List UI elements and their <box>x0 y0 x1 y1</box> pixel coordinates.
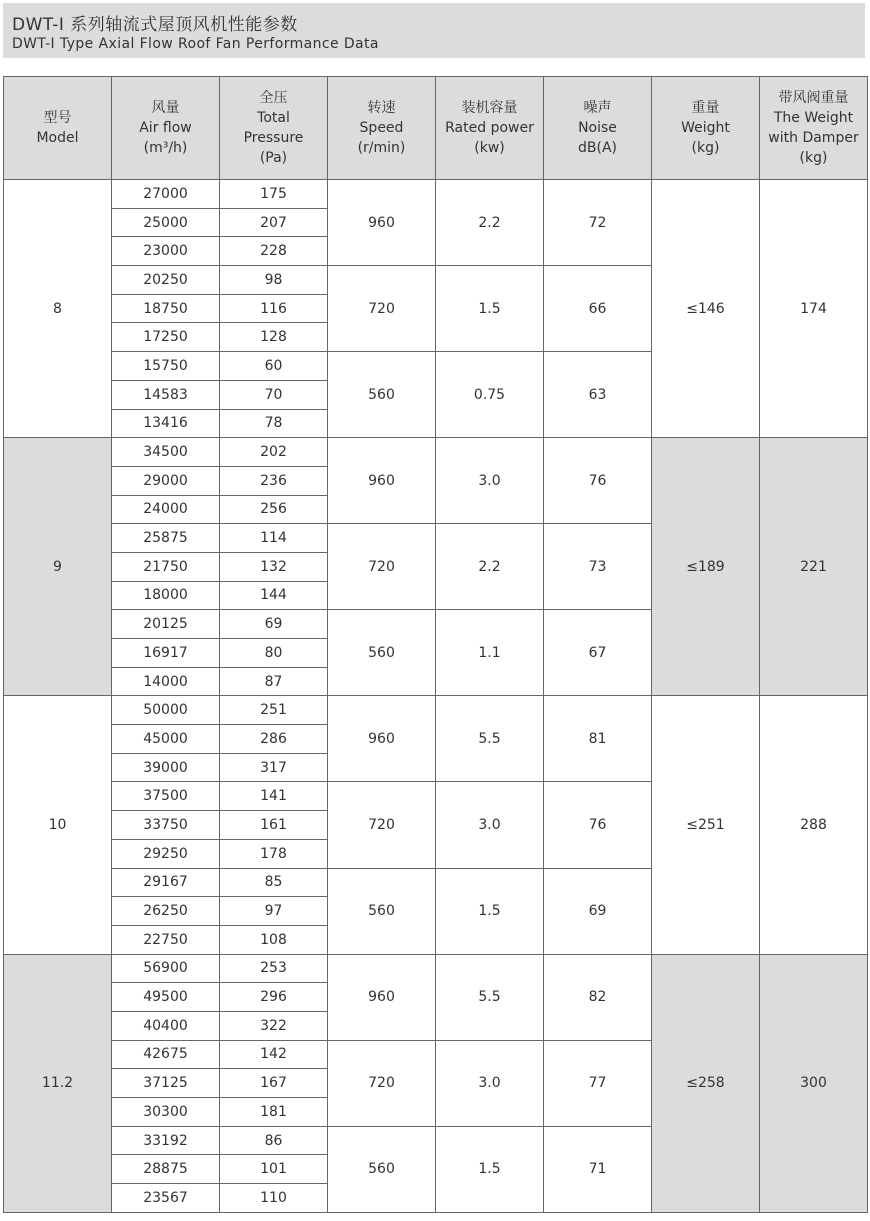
speed-cell: 560 <box>328 1126 436 1212</box>
airflow-cell: 20250 <box>112 266 220 295</box>
damper-weight-cell: 300 <box>760 954 868 1212</box>
pressure-cell: 202 <box>220 438 328 467</box>
pressure-cell: 296 <box>220 983 328 1012</box>
pressure-cell: 253 <box>220 954 328 983</box>
power-cell: 5.5 <box>436 696 544 782</box>
weight-cell: ≤189 <box>652 438 760 696</box>
airflow-cell: 21750 <box>112 552 220 581</box>
airflow-cell: 49500 <box>112 983 220 1012</box>
pressure-cell: 101 <box>220 1155 328 1184</box>
damper-weight-cell: 174 <box>760 180 868 438</box>
airflow-cell: 20125 <box>112 610 220 639</box>
pressure-cell: 97 <box>220 897 328 926</box>
speed-cell: 720 <box>328 782 436 868</box>
weight-cell: ≤251 <box>652 696 760 954</box>
speed-cell: 560 <box>328 352 436 438</box>
table-row <box>4 696 868 725</box>
power-cell: 5.5 <box>436 954 544 1040</box>
airflow-cell: 14000 <box>112 667 220 696</box>
model-group <box>4 696 868 954</box>
model-cell: 11.2 <box>4 954 112 1212</box>
power-cell: 1.5 <box>436 266 544 352</box>
pressure-cell: 141 <box>220 782 328 811</box>
airflow-cell: 23000 <box>112 237 220 266</box>
model-cell: 9 <box>4 438 112 696</box>
table-row <box>4 180 868 209</box>
airflow-cell: 28875 <box>112 1155 220 1184</box>
airflow-cell: 29000 <box>112 466 220 495</box>
pressure-cell: 80 <box>220 639 328 668</box>
airflow-cell: 29167 <box>112 868 220 897</box>
airflow-cell: 14583 <box>112 380 220 409</box>
noise-cell: 77 <box>544 1040 652 1126</box>
pressure-cell: 286 <box>220 725 328 754</box>
pressure-cell: 86 <box>220 1126 328 1155</box>
airflow-cell: 30300 <box>112 1098 220 1127</box>
airflow-cell: 25875 <box>112 524 220 553</box>
airflow-cell: 24000 <box>112 495 220 524</box>
power-cell: 3.0 <box>436 782 544 868</box>
header-noise: 噪声 Noise dB(A) <box>544 77 652 180</box>
power-cell: 1.1 <box>436 610 544 696</box>
airflow-cell: 26250 <box>112 897 220 926</box>
model-group <box>4 954 868 1212</box>
airflow-cell: 56900 <box>112 954 220 983</box>
pressure-cell: 69 <box>220 610 328 639</box>
noise-cell: 71 <box>544 1126 652 1212</box>
noise-cell: 76 <box>544 438 652 524</box>
speed-cell: 960 <box>328 180 436 266</box>
pressure-cell: 167 <box>220 1069 328 1098</box>
model-group <box>4 438 868 696</box>
airflow-cell: 39000 <box>112 753 220 782</box>
speed-cell: 720 <box>328 1040 436 1126</box>
speed-cell: 720 <box>328 524 436 610</box>
pressure-cell: 128 <box>220 323 328 352</box>
pressure-cell: 110 <box>220 1184 328 1213</box>
damper-weight-cell: 288 <box>760 696 868 954</box>
speed-cell: 560 <box>328 610 436 696</box>
damper-weight-cell: 221 <box>760 438 868 696</box>
noise-cell: 66 <box>544 266 652 352</box>
pressure-cell: 87 <box>220 667 328 696</box>
pressure-cell: 142 <box>220 1040 328 1069</box>
header-weight: 重量 Weight (kg) <box>652 77 760 180</box>
airflow-cell: 25000 <box>112 208 220 237</box>
pressure-cell: 317 <box>220 753 328 782</box>
airflow-cell: 33192 <box>112 1126 220 1155</box>
power-cell: 1.5 <box>436 1126 544 1212</box>
power-cell: 2.2 <box>436 180 544 266</box>
pressure-cell: 161 <box>220 811 328 840</box>
power-cell: 1.5 <box>436 868 544 954</box>
pressure-cell: 228 <box>220 237 328 266</box>
speed-cell: 960 <box>328 954 436 1040</box>
pressure-cell: 236 <box>220 466 328 495</box>
power-cell: 3.0 <box>436 1040 544 1126</box>
speed-cell: 960 <box>328 696 436 782</box>
airflow-cell: 17250 <box>112 323 220 352</box>
header-rated-power: 装机容量 Rated power (kw) <box>436 77 544 180</box>
pressure-cell: 207 <box>220 208 328 237</box>
table-row <box>4 438 868 467</box>
airflow-cell: 42675 <box>112 1040 220 1069</box>
header-weight-with-damper: 带风阀重量 The Weight with Damper (kg) <box>760 77 868 180</box>
airflow-cell: 27000 <box>112 180 220 209</box>
header-model: 型号 Model <box>4 77 112 180</box>
pressure-cell: 78 <box>220 409 328 438</box>
noise-cell: 67 <box>544 610 652 696</box>
airflow-cell: 15750 <box>112 352 220 381</box>
airflow-cell: 40400 <box>112 1011 220 1040</box>
speed-cell: 720 <box>328 266 436 352</box>
pressure-cell: 322 <box>220 1011 328 1040</box>
noise-cell: 69 <box>544 868 652 954</box>
pressure-cell: 256 <box>220 495 328 524</box>
airflow-cell: 50000 <box>112 696 220 725</box>
speed-cell: 560 <box>328 868 436 954</box>
noise-cell: 81 <box>544 696 652 782</box>
pressure-cell: 85 <box>220 868 328 897</box>
pressure-cell: 132 <box>220 552 328 581</box>
header-total-pressure: 全压 Total Pressure (Pa) <box>220 77 328 180</box>
title-chinese: DWT-I 系列轴流式屋顶风机性能参数 <box>12 15 298 35</box>
pressure-cell: 98 <box>220 266 328 295</box>
weight-cell: ≤146 <box>652 180 760 438</box>
table-row <box>4 954 868 983</box>
noise-cell: 63 <box>544 352 652 438</box>
header-airflow: 风量 Air flow (m³/h) <box>112 77 220 180</box>
pressure-cell: 144 <box>220 581 328 610</box>
header-speed: 转速 Speed (r/min) <box>328 77 436 180</box>
airflow-cell: 29250 <box>112 839 220 868</box>
airflow-cell: 34500 <box>112 438 220 467</box>
power-cell: 3.0 <box>436 438 544 524</box>
performance-table <box>3 76 868 1213</box>
airflow-cell: 16917 <box>112 639 220 668</box>
pressure-cell: 175 <box>220 180 328 209</box>
power-cell: 2.2 <box>436 524 544 610</box>
power-cell: 0.75 <box>436 352 544 438</box>
airflow-cell: 45000 <box>112 725 220 754</box>
pressure-cell: 116 <box>220 294 328 323</box>
airflow-cell: 37125 <box>112 1069 220 1098</box>
airflow-cell: 33750 <box>112 811 220 840</box>
noise-cell: 76 <box>544 782 652 868</box>
airflow-cell: 18750 <box>112 294 220 323</box>
airflow-cell: 13416 <box>112 409 220 438</box>
title-bar <box>3 3 865 58</box>
noise-cell: 82 <box>544 954 652 1040</box>
model-cell: 8 <box>4 180 112 438</box>
pressure-cell: 178 <box>220 839 328 868</box>
noise-cell: 73 <box>544 524 652 610</box>
airflow-cell: 23567 <box>112 1184 220 1213</box>
weight-cell: ≤258 <box>652 954 760 1212</box>
pressure-cell: 251 <box>220 696 328 725</box>
pressure-cell: 108 <box>220 925 328 954</box>
airflow-cell: 18000 <box>112 581 220 610</box>
airflow-cell: 37500 <box>112 782 220 811</box>
pressure-cell: 114 <box>220 524 328 553</box>
pressure-cell: 181 <box>220 1098 328 1127</box>
speed-cell: 960 <box>328 438 436 524</box>
pressure-cell: 60 <box>220 352 328 381</box>
airflow-cell: 22750 <box>112 925 220 954</box>
title-english: DWT-I Type Axial Flow Roof Fan Performance Data <box>12 36 379 52</box>
model-group <box>4 180 868 438</box>
header-row <box>4 77 868 180</box>
noise-cell: 72 <box>544 180 652 266</box>
pressure-cell: 70 <box>220 380 328 409</box>
model-cell: 10 <box>4 696 112 954</box>
